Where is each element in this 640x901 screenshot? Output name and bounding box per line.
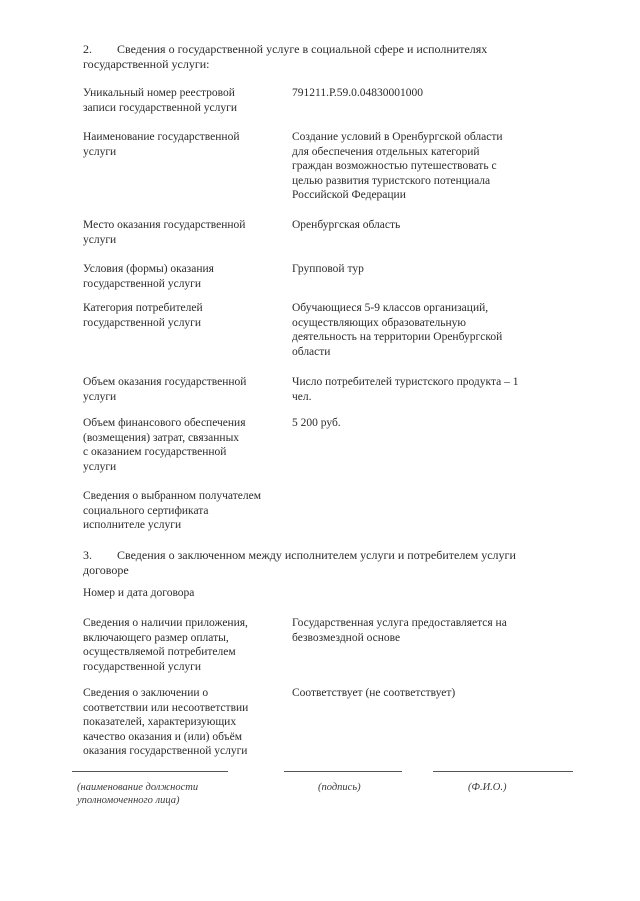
section-2-heading [83,42,553,71]
row-value: Число потребителей туристского продукта – 1 чел. [292,376,519,403]
row-value: 791211.Р.59.0.04830001000 [292,87,424,99]
row-value: 5 200 руб. [292,417,341,429]
signature-line [284,771,402,772]
row-value: Обучающиеся 5-9 классов организаций, осуществляющих образовательную деятельность на территории Оренбургской области [292,302,503,358]
signature-caption: (подпись) [318,782,361,793]
section-2-number: 2. [83,42,92,56]
row-label: Объем финансового обеспечения (возмещения) затрат, связанных с оказанием государственной услуги [83,417,246,473]
row-label: Категория потребителей государственной услуги [83,302,203,329]
section-3-number: 3. [83,548,92,562]
position-caption: (наименование должности уполномоченного лица) [77,782,199,806]
row-label: Условия (формы) оказания государственной услуги [83,263,214,290]
name-caption: (Ф.И.О.) [468,782,507,793]
row-value: Групповой тур [292,263,364,275]
section-2-title: Сведения о государственной услуге в социальной сфере и исполнителях государственной услуги: [83,42,488,71]
row-label: Уникальный номер реестровой записи государственной услуги [83,87,237,114]
row-label: Наименование государственной услуги [83,131,240,158]
section-3-heading [83,548,553,577]
row-value: Создание условий в Оренбургской области для обеспечения отдельных категорий граждан возможностью путешествовать с целью развития туристского потенциала Российской Федерации [292,131,503,201]
row-value: Государственная услуга предоставляется на безвозмездной основе [292,617,507,644]
row-label: Номер и дата договора [83,587,195,599]
position-signature-line [72,771,228,772]
section-3-title: Сведения о заключенном между исполнителем услуги и потребителем услуги договоре [83,548,516,577]
row-value: Соответствует (не соответствует) [292,687,456,699]
row-label: Сведения о наличии приложения, включающего размер оплаты, осуществляемой потребителем государственной услуги [83,617,248,673]
row-value: Оренбургская область [292,219,401,231]
row-label: Сведения о заключении о соответствии или несоответствии показателей, характеризующих качество оказания и (или) объём оказания государственной услуги [83,687,249,757]
row-label: Сведения о выбранном получателем социального сертификата исполнителе услуги [83,490,261,531]
name-signature-line [433,771,573,772]
row-label: Место оказания государственной услуги [83,219,246,246]
row-label: Объем оказания государственной услуги [83,376,247,403]
